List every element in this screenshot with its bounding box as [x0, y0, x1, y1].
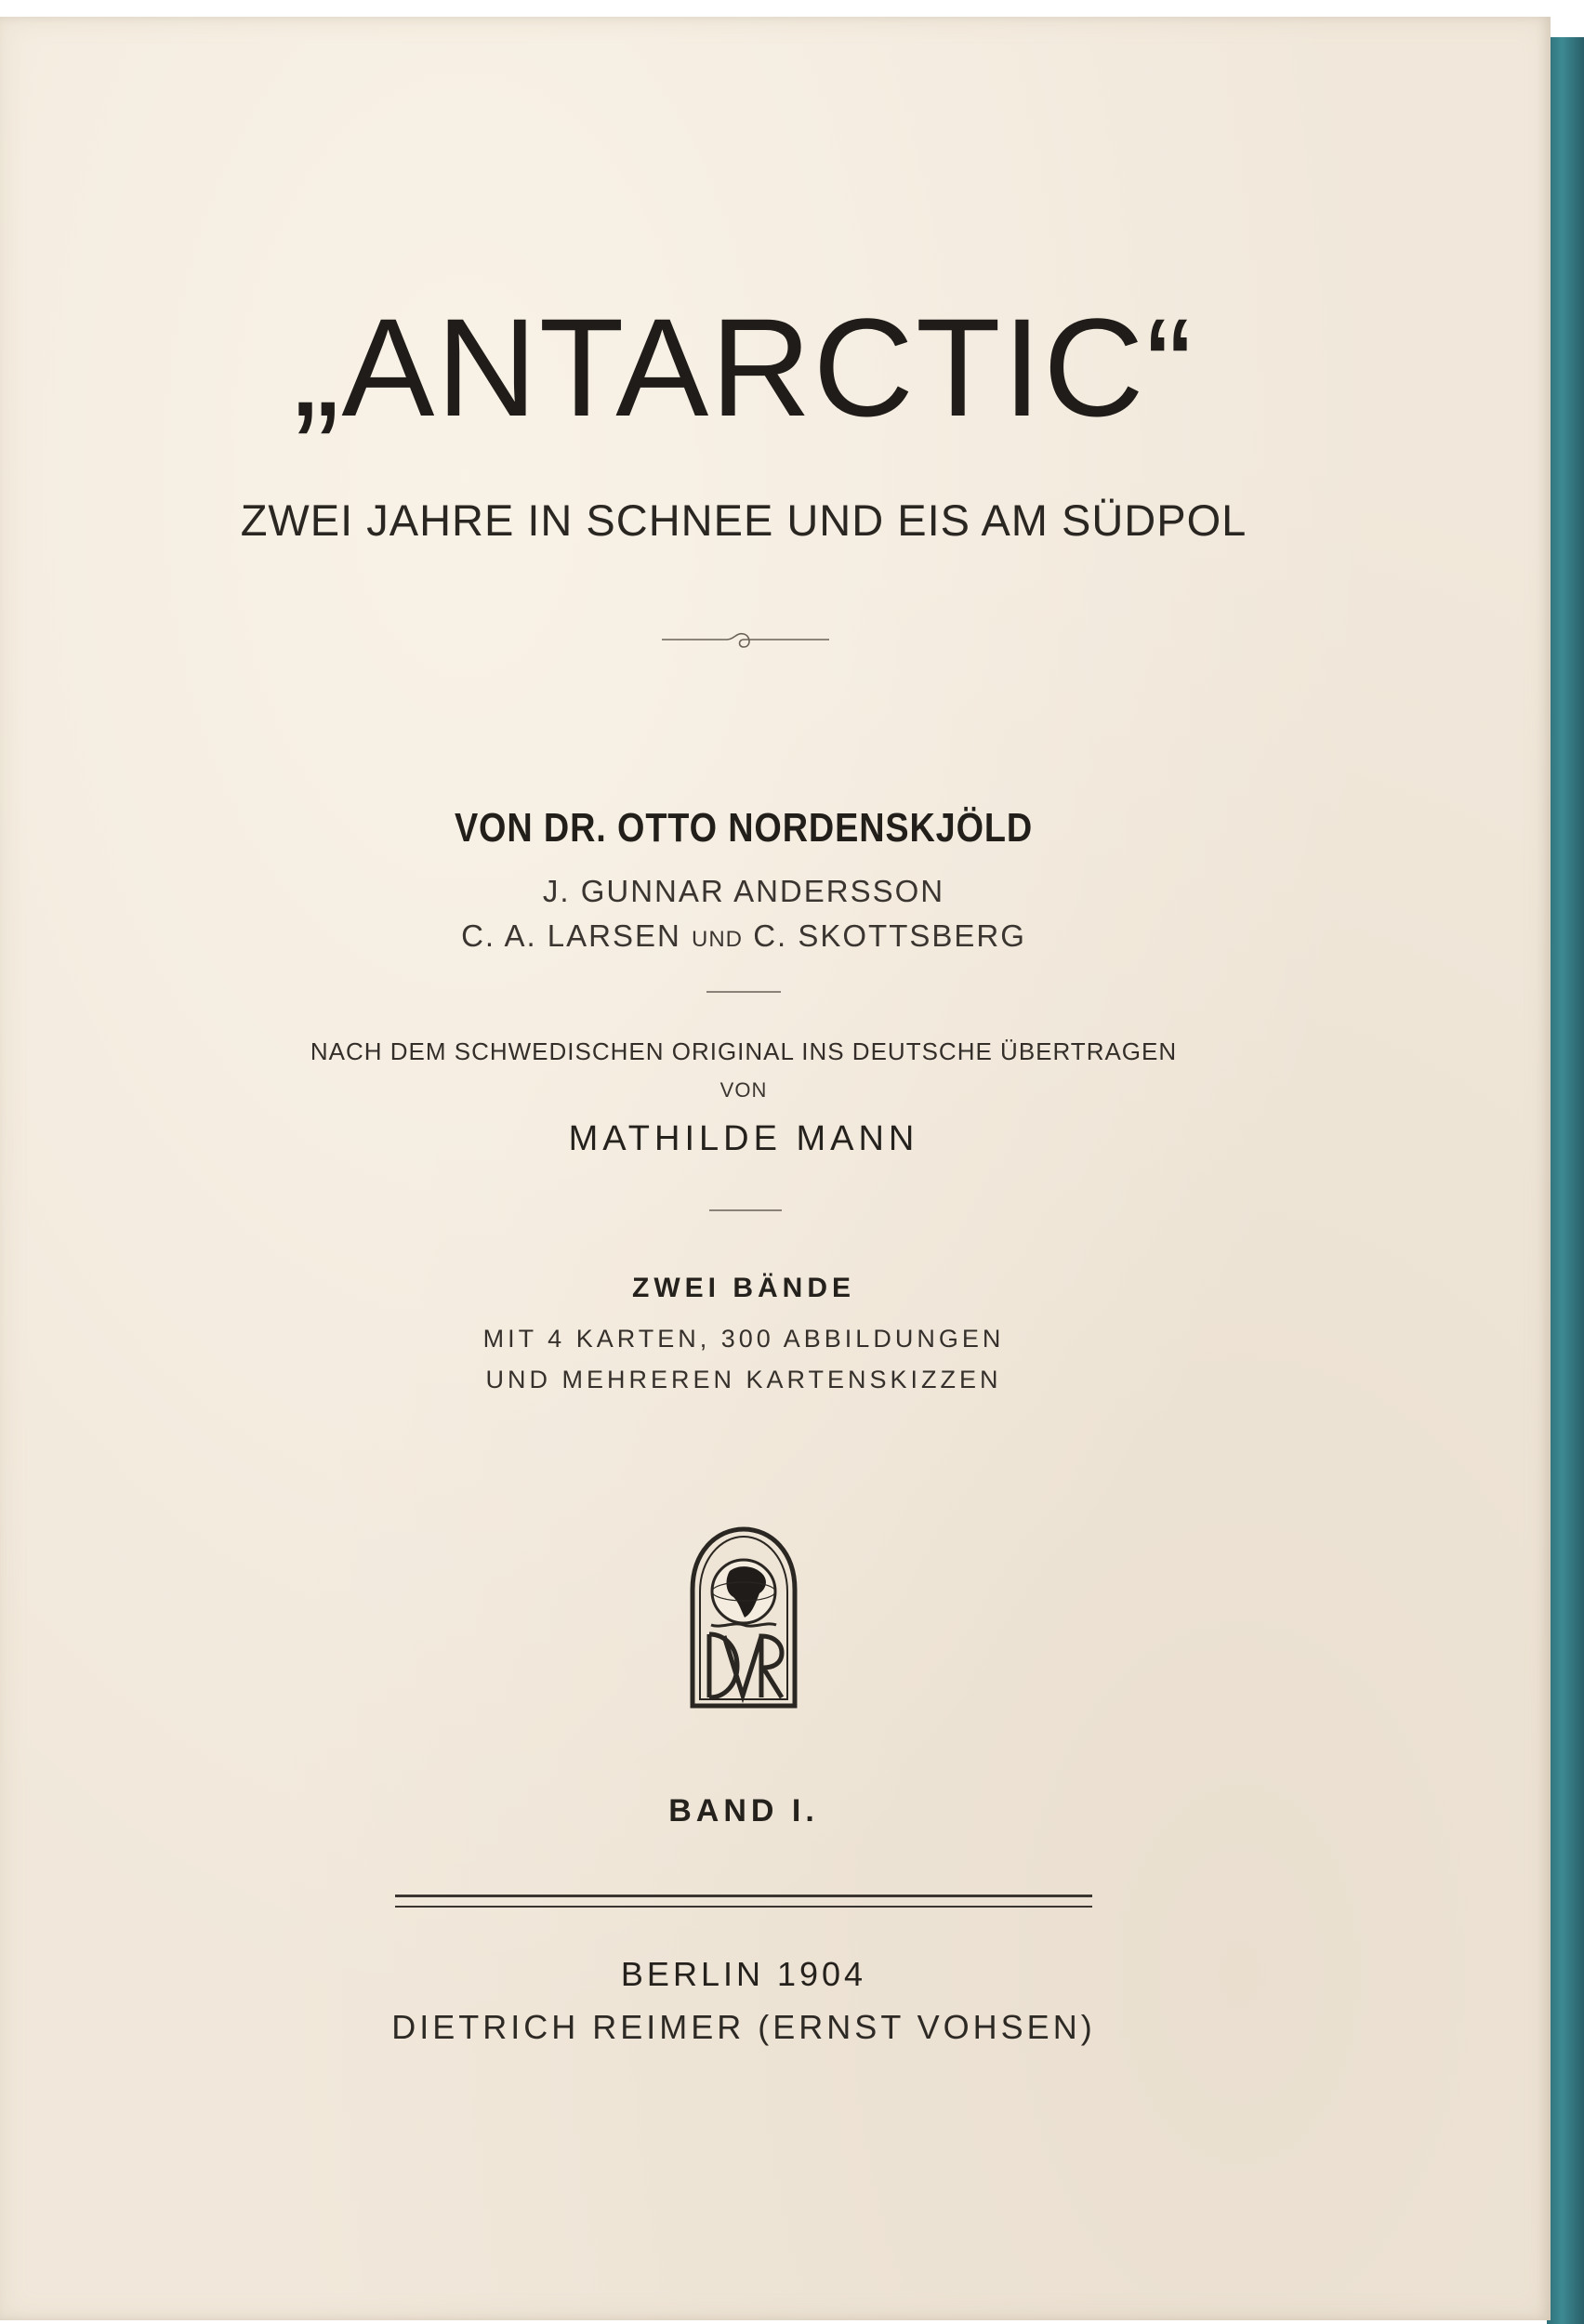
details-line-1: MIT 4 KARTEN, 300 ABBILDUNGEN: [482, 1325, 1005, 1353]
coauthor-line-2: [0, 917, 1487, 959]
coauthor-skottsberg: C. SKOTTSBERG: [753, 918, 1026, 953]
title-page: [0, 17, 1551, 2320]
translation-von: VON: [719, 1078, 768, 1102]
book-subtitle: ZWEI JAHRE IN SCHNEE UND EIS AM SÜDPOL: [240, 495, 1247, 545]
publisher-name: DIETRICH REIMER (ERNST VOHSEN): [391, 2008, 1096, 2046]
scroll-ornament-icon: [662, 627, 829, 654]
author-main: VON DR. OTTO NORDENSKJÖLD: [454, 805, 1034, 851]
volumes-heading: ZWEI BÄNDE: [632, 1273, 855, 1303]
book-cover-edge: [1547, 37, 1584, 2324]
details-line-2: UND MEHREREN KARTENSKIZZEN: [485, 1366, 1002, 1393]
divider-rule-1: [706, 991, 781, 993]
translation-note: NACH DEM SCHWEDISCHEN ORIGINAL INS DEUTSCHE ÜBERTRAGEN: [310, 1037, 1178, 1065]
coauthor-line-1: J. GUNNAR ANDERSSON: [542, 874, 945, 908]
divider-rule-2: [709, 1209, 782, 1211]
double-rule-top: [395, 1895, 1092, 1897]
coauthor-und: UND: [692, 927, 744, 952]
coauthor-larsen: C. A. LARSEN: [461, 918, 681, 953]
volume-label: BAND I.: [668, 1793, 819, 1829]
double-rule-bottom: [395, 1906, 1092, 1908]
background-corner: [1547, 0, 1584, 37]
translator-name: MATHILDE MANN: [568, 1119, 919, 1158]
publication-city-year: BERLIN 1904: [620, 1955, 867, 1993]
book-title: „ANTARCTIC“: [293, 289, 1195, 445]
globe-publisher-emblem-icon: [683, 1525, 804, 1710]
